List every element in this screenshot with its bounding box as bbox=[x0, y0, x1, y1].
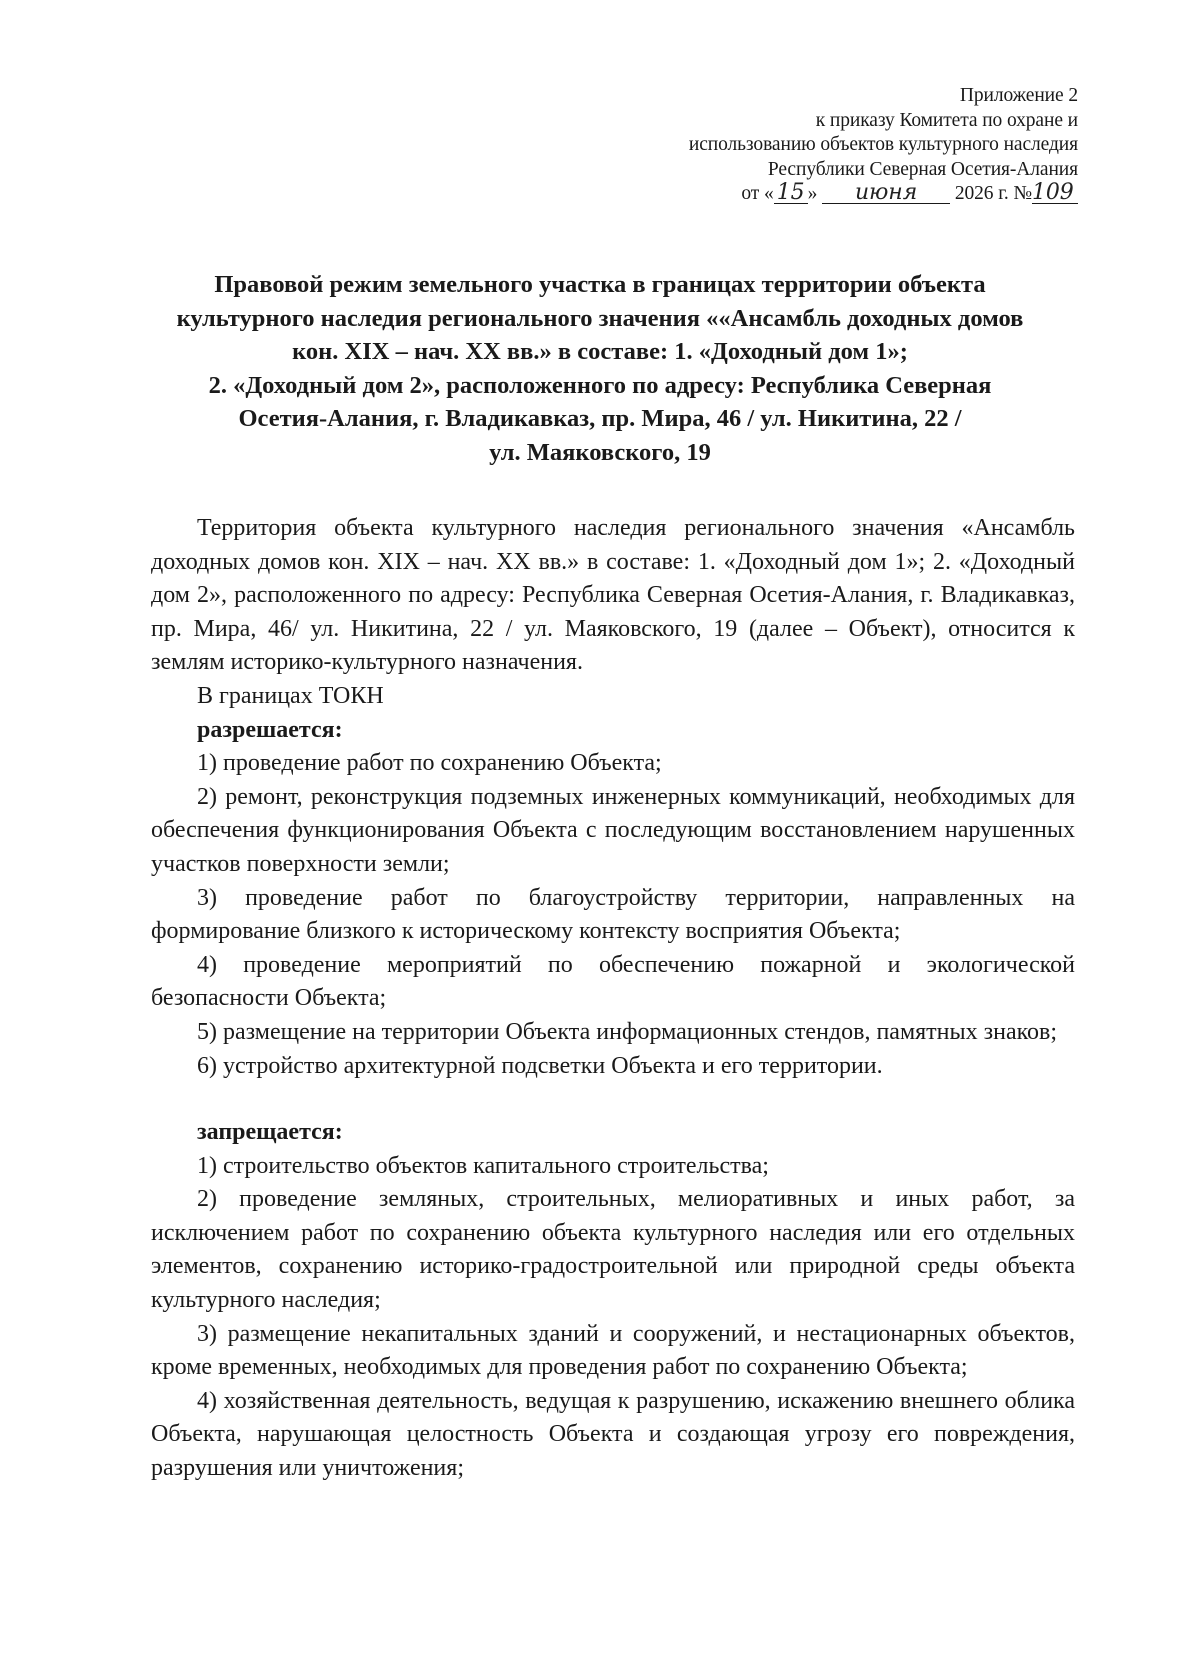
allowed-item: 4) проведение мероприятий по обеспечению пожарной и экологической безопасности Объекта; bbox=[151, 951, 1075, 1012]
title-line: культурного наследия регионального значения ««Ансамбль доходных домов bbox=[176, 304, 1024, 332]
title-line: кон. XIX – нач. XX вв.» в составе: 1. «Доходный дом 1»; bbox=[292, 338, 908, 366]
appendix-committee: использованию объектов культурного наследия bbox=[688, 134, 1078, 155]
appendix-date-line bbox=[518, 182, 1078, 207]
date-year: 2026 г. № bbox=[954, 183, 1032, 204]
title-line: 2. «Доходный дом 2», расположенного по адресу: Республика Северная bbox=[208, 371, 992, 399]
handwritten-month: июня bbox=[822, 183, 950, 204]
date-quote-close: » bbox=[807, 183, 818, 204]
forbidden-item: 2) проведение земляных, строительных, мелиоративных и иных работ, за исключением работ по сохранению объекта культурного наследия или его отдельных элементов, сохранению историко-градостроительной или природной среды объекта культурного наследия; bbox=[151, 1186, 1075, 1314]
handwritten-order-number: 109 bbox=[1032, 183, 1078, 204]
allowed-item: 1) проведение работ по сохранению Объекта; bbox=[197, 750, 662, 777]
document-body bbox=[151, 512, 1075, 1486]
allowed-item: 3) проведение работ по благоустройству территории, направленных на формирование близкого к историческому контексту восприятия Объекта; bbox=[151, 884, 1075, 945]
allowed-item: 2) ремонт, реконструкция подземных инженерных коммуникаций, необходимых для обеспечения функционирования Объекта с последующим восстановлением нарушенных участков поверхности земли; bbox=[151, 783, 1075, 877]
forbidden-item: 3) размещение некапитальных зданий и сооружений, и нестационарных объектов, кроме временных, необходимых для проведения работ по сохранению Объекта; bbox=[151, 1320, 1075, 1381]
document-title bbox=[120, 268, 1080, 470]
appendix-republic: Республики Северная Осетия-Алания bbox=[767, 158, 1078, 180]
appendix-label: Приложение 2 bbox=[959, 85, 1078, 106]
title-line: Правовой режим земельного участка в границах территории объекта bbox=[214, 271, 986, 298]
appendix-block bbox=[518, 84, 1078, 207]
allowed-item: 6) устройство архитектурной подсветки Объекта и его территории. bbox=[197, 1052, 883, 1079]
section-gap bbox=[151, 1083, 1075, 1116]
forbidden-item: 4) хозяйственная деятельность, ведущая к разрушению, искажению внешнего облика Объекта, нарушающая целостность Объекта и создающая угрозу его повреждения, разрушения или уничтожения; bbox=[151, 1387, 1075, 1482]
handwritten-day: 15 bbox=[774, 183, 808, 204]
title-line: Осетия-Алания, г. Владикавказ, пр. Мира, 46 / ул. Никитина, 22 / bbox=[238, 405, 962, 433]
forbidden-heading: запрещается: bbox=[197, 1119, 343, 1146]
boundary-paragraph: В границах ТОКН bbox=[197, 682, 384, 709]
allowed-item: 5) размещение на территории Объекта информационных стендов, памятных знаков; bbox=[197, 1018, 1058, 1045]
intro-paragraph: Территория объекта культурного наследия регионального значения «Ансамбль доходных домов кон. XIX – нач. XX вв.» в составе: 1. «Доходный дом 1»; 2. «Доходный дом 2», расположенного по адресу: Республика Северная Осетия-Алания, г. Владикавказ, пр. Мира, 46/ ул. Никитина, 22 / ул. Маяковского, 19 (далее – Объект), относится к землям историко-культурного назначения. bbox=[151, 515, 1075, 676]
date-prefix: от « bbox=[741, 183, 774, 204]
title-line: ул. Маяковского, 19 bbox=[489, 438, 711, 466]
forbidden-item: 1) строительство объектов капитального строительства; bbox=[197, 1152, 769, 1179]
appendix-order-ref: к приказу Комитета по охране и bbox=[815, 109, 1078, 131]
allowed-heading: разрешается: bbox=[197, 716, 343, 743]
